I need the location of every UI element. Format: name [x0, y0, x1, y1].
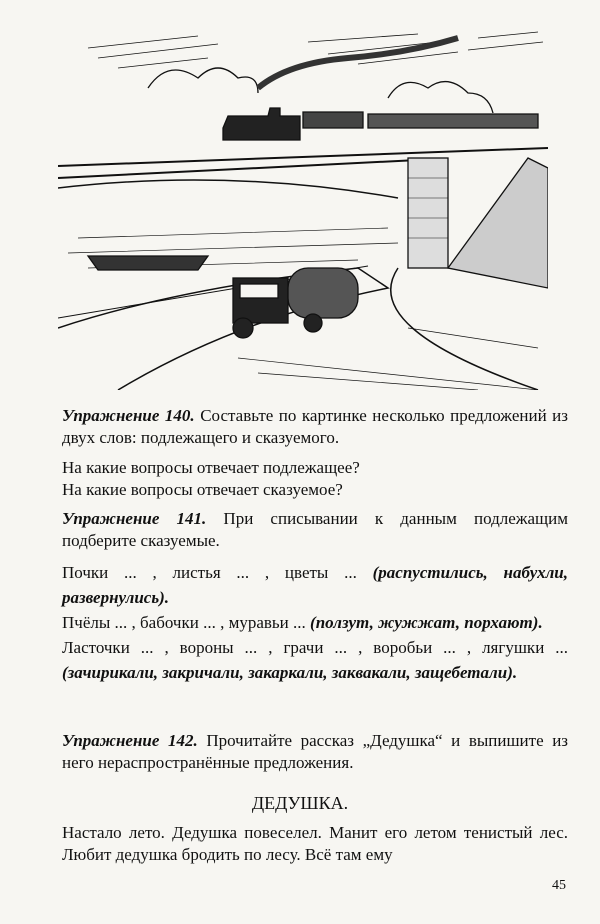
story-body: Настало лето. Дедушка повеселел. Манит его летом тенистый лес. Любит дедушка бродить по лесу. Всё там ему [62, 823, 568, 864]
locomotive [223, 108, 300, 140]
line3-predicates: (зачирикали, закричали, закаркали, заквакали, защебетали). [62, 663, 518, 682]
boat [88, 256, 208, 270]
exercise-141 [62, 508, 568, 685]
exercise-142-text: Прочитайте рассказ „Дедушка“ и выпишите из него нераспространённые предложения. [62, 731, 569, 772]
page-number: 45 [552, 878, 566, 893]
exercise-141-text: При списывании к данным подлежащим подберите сказуемые. [62, 509, 568, 550]
question-subject: На какие вопросы отвечает подлежащее? [62, 458, 360, 477]
exercise-142 [62, 730, 568, 774]
exercise-140-text: Составьте по картинке несколько предложений из двух слов: подлежащего и сказуемого. [62, 406, 568, 447]
story-title: ДЕДУШКА. [251, 793, 349, 813]
line2-subjects: Пчёлы ... , бабочки ... , муравьи ... [62, 613, 311, 632]
line2-predicates: (ползут, жужжат, порхают). [310, 613, 543, 632]
truck [233, 268, 358, 338]
exercise-140 [62, 405, 568, 501]
line1-subjects: Почки ... , листья ... , цветы ... [62, 563, 373, 582]
question-predicate: На какие вопросы отвечает сказуемое? [62, 480, 343, 499]
exercise-141-label: Упражнение 141. [62, 509, 207, 528]
line3-subjects: Ласточки ... , вороны ... , грачи ... , воробьи ... , лягушки ... [62, 638, 568, 657]
exercise-140-label: Упражнение 140. [62, 406, 195, 425]
story-text [62, 822, 568, 866]
illustration-bridge-train-truck [58, 28, 548, 390]
exercise-142-label: Упражнение 142. [62, 731, 198, 750]
line1-predicates: (распустились, набухли, развернулись). [62, 563, 569, 607]
